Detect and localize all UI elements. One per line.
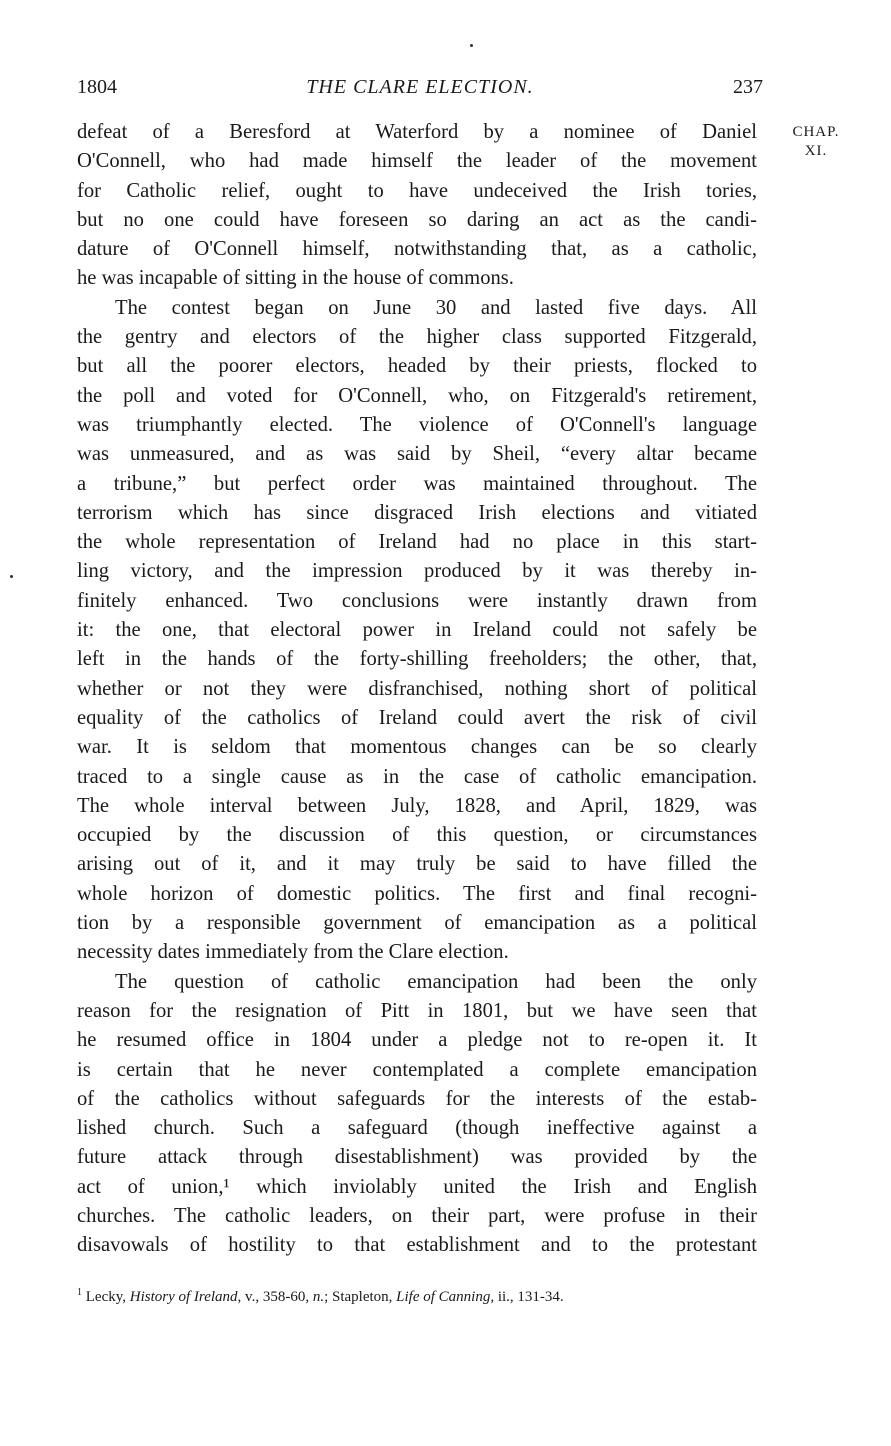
body-line: arising out of it, and it may truly be said to have filled the <box>77 853 757 876</box>
chapter-margin-note <box>776 123 856 161</box>
body-line: reason for the resignation of Pitt in 1801, but we have seen that <box>77 999 757 1022</box>
body-line: The question of catholic emancipation had been the only <box>115 970 757 993</box>
body-line: was unmeasured, and as was said by Sheil, “every altar became <box>77 443 757 466</box>
body-line: is certain that he never contemplated a complete emancipation <box>77 1058 757 1081</box>
body-line: whole horizon of domestic politics. The first and final recogni- <box>77 882 757 905</box>
footnote-text: ; Stapleton, <box>324 1289 397 1305</box>
print-speck <box>470 44 473 47</box>
running-header <box>77 70 763 104</box>
body-line: whether or not they were disfranchised, nothing short of political <box>77 677 757 700</box>
body-line: it: the one, that electoral power in Ireland could not safely be <box>77 619 757 642</box>
body-line: he resumed office in 1804 under a pledge not to re-open it. It <box>77 1029 757 1052</box>
footnote <box>77 1283 767 1307</box>
body-line: ling victory, and the impression produced by it was thereby in- <box>77 560 757 583</box>
body-line: for Catholic relief, ought to have undeceived the Irish tories, <box>77 179 757 202</box>
body-line: war. It is seldom that momentous changes can be so clearly <box>77 736 757 759</box>
footnote-text: , ii., 131-34. <box>490 1289 564 1305</box>
body-line: dature of O'Connell himself, notwithstanding that, as a catholic, <box>77 238 757 261</box>
header-year: 1804 <box>77 76 117 98</box>
body-line: of the catholics without safeguards for the interests of the estab- <box>77 1087 757 1110</box>
body-line: The whole interval between July, 1828, and April, 1829, was <box>77 794 757 817</box>
body-line: he was incapable of sitting in the house of commons. <box>77 267 514 290</box>
chapter-label: CHAP. <box>792 124 840 140</box>
body-line: left in the hands of the forty-shilling freeholders; the other, that, <box>77 648 757 671</box>
body-line: the whole representation of Ireland had no place in this start- <box>77 531 757 554</box>
body-line: churches. The catholic leaders, on their part, were profuse in their <box>77 1204 757 1227</box>
footnote-work-title: History of Ireland <box>129 1289 238 1305</box>
body-line: act of union,¹ which inviolably united the Irish and English <box>77 1175 757 1198</box>
chapter-number: XI. <box>804 143 828 159</box>
body-line: necessity dates immediately from the Clare election. <box>77 941 509 964</box>
body-line: the gentry and electors of the higher class supported Fitzgerald, <box>77 326 757 349</box>
body-line: but no one could have foreseen so daring an act as the candi- <box>77 208 757 231</box>
body-line: the poll and voted for O'Connell, who, on Fitzgerald's retirement, <box>77 384 757 407</box>
body-line: O'Connell, who had made himself the leader of the movement <box>77 150 757 173</box>
body-line: but all the poorer electors, headed by their priests, flocked to <box>77 355 757 378</box>
body-line: defeat of a Beresford at Waterford by a nominee of Daniel <box>77 121 757 143</box>
footnote-marker: 1 <box>77 1287 82 1298</box>
body-text <box>77 118 757 1261</box>
body-line: a tribune,” but perfect order was maintained throughout. The <box>77 472 757 495</box>
body-line: future attack through disestablishment) was provided by the <box>77 1146 757 1169</box>
footnote-work-title: Life of Canning <box>396 1289 491 1305</box>
header-title: THE CLARE ELECTION. <box>306 76 534 98</box>
print-speck <box>10 575 13 578</box>
body-line: traced to a single cause as in the case of catholic emancipation. <box>77 765 757 788</box>
footnote-text: Lecky, <box>82 1289 130 1305</box>
body-line: occupied by the discussion of this question, or circumstances <box>77 824 757 847</box>
body-line: lished church. Such a safeguard (though ineffective against a <box>77 1117 757 1140</box>
body-line: was triumphantly elected. The violence of O'Connell's language <box>77 413 757 436</box>
body-line: finitely enhanced. Two conclusions were instantly drawn from <box>77 589 757 612</box>
page-number: 237 <box>733 76 763 98</box>
footnote-abbreviation: n. <box>312 1289 325 1305</box>
body-line: equality of the catholics of Ireland could avert the risk of civil <box>77 706 757 729</box>
footnote-text: , v., 358-60, <box>237 1289 313 1305</box>
body-line: disavowals of hostility to that establishment and to the protestant <box>77 1234 757 1257</box>
body-line: tion by a responsible government of emancipation as a political <box>77 912 757 935</box>
body-line: The contest began on June 30 and lasted five days. All <box>115 296 757 319</box>
body-line: terrorism which has since disgraced Irish elections and vitiated <box>77 501 757 524</box>
